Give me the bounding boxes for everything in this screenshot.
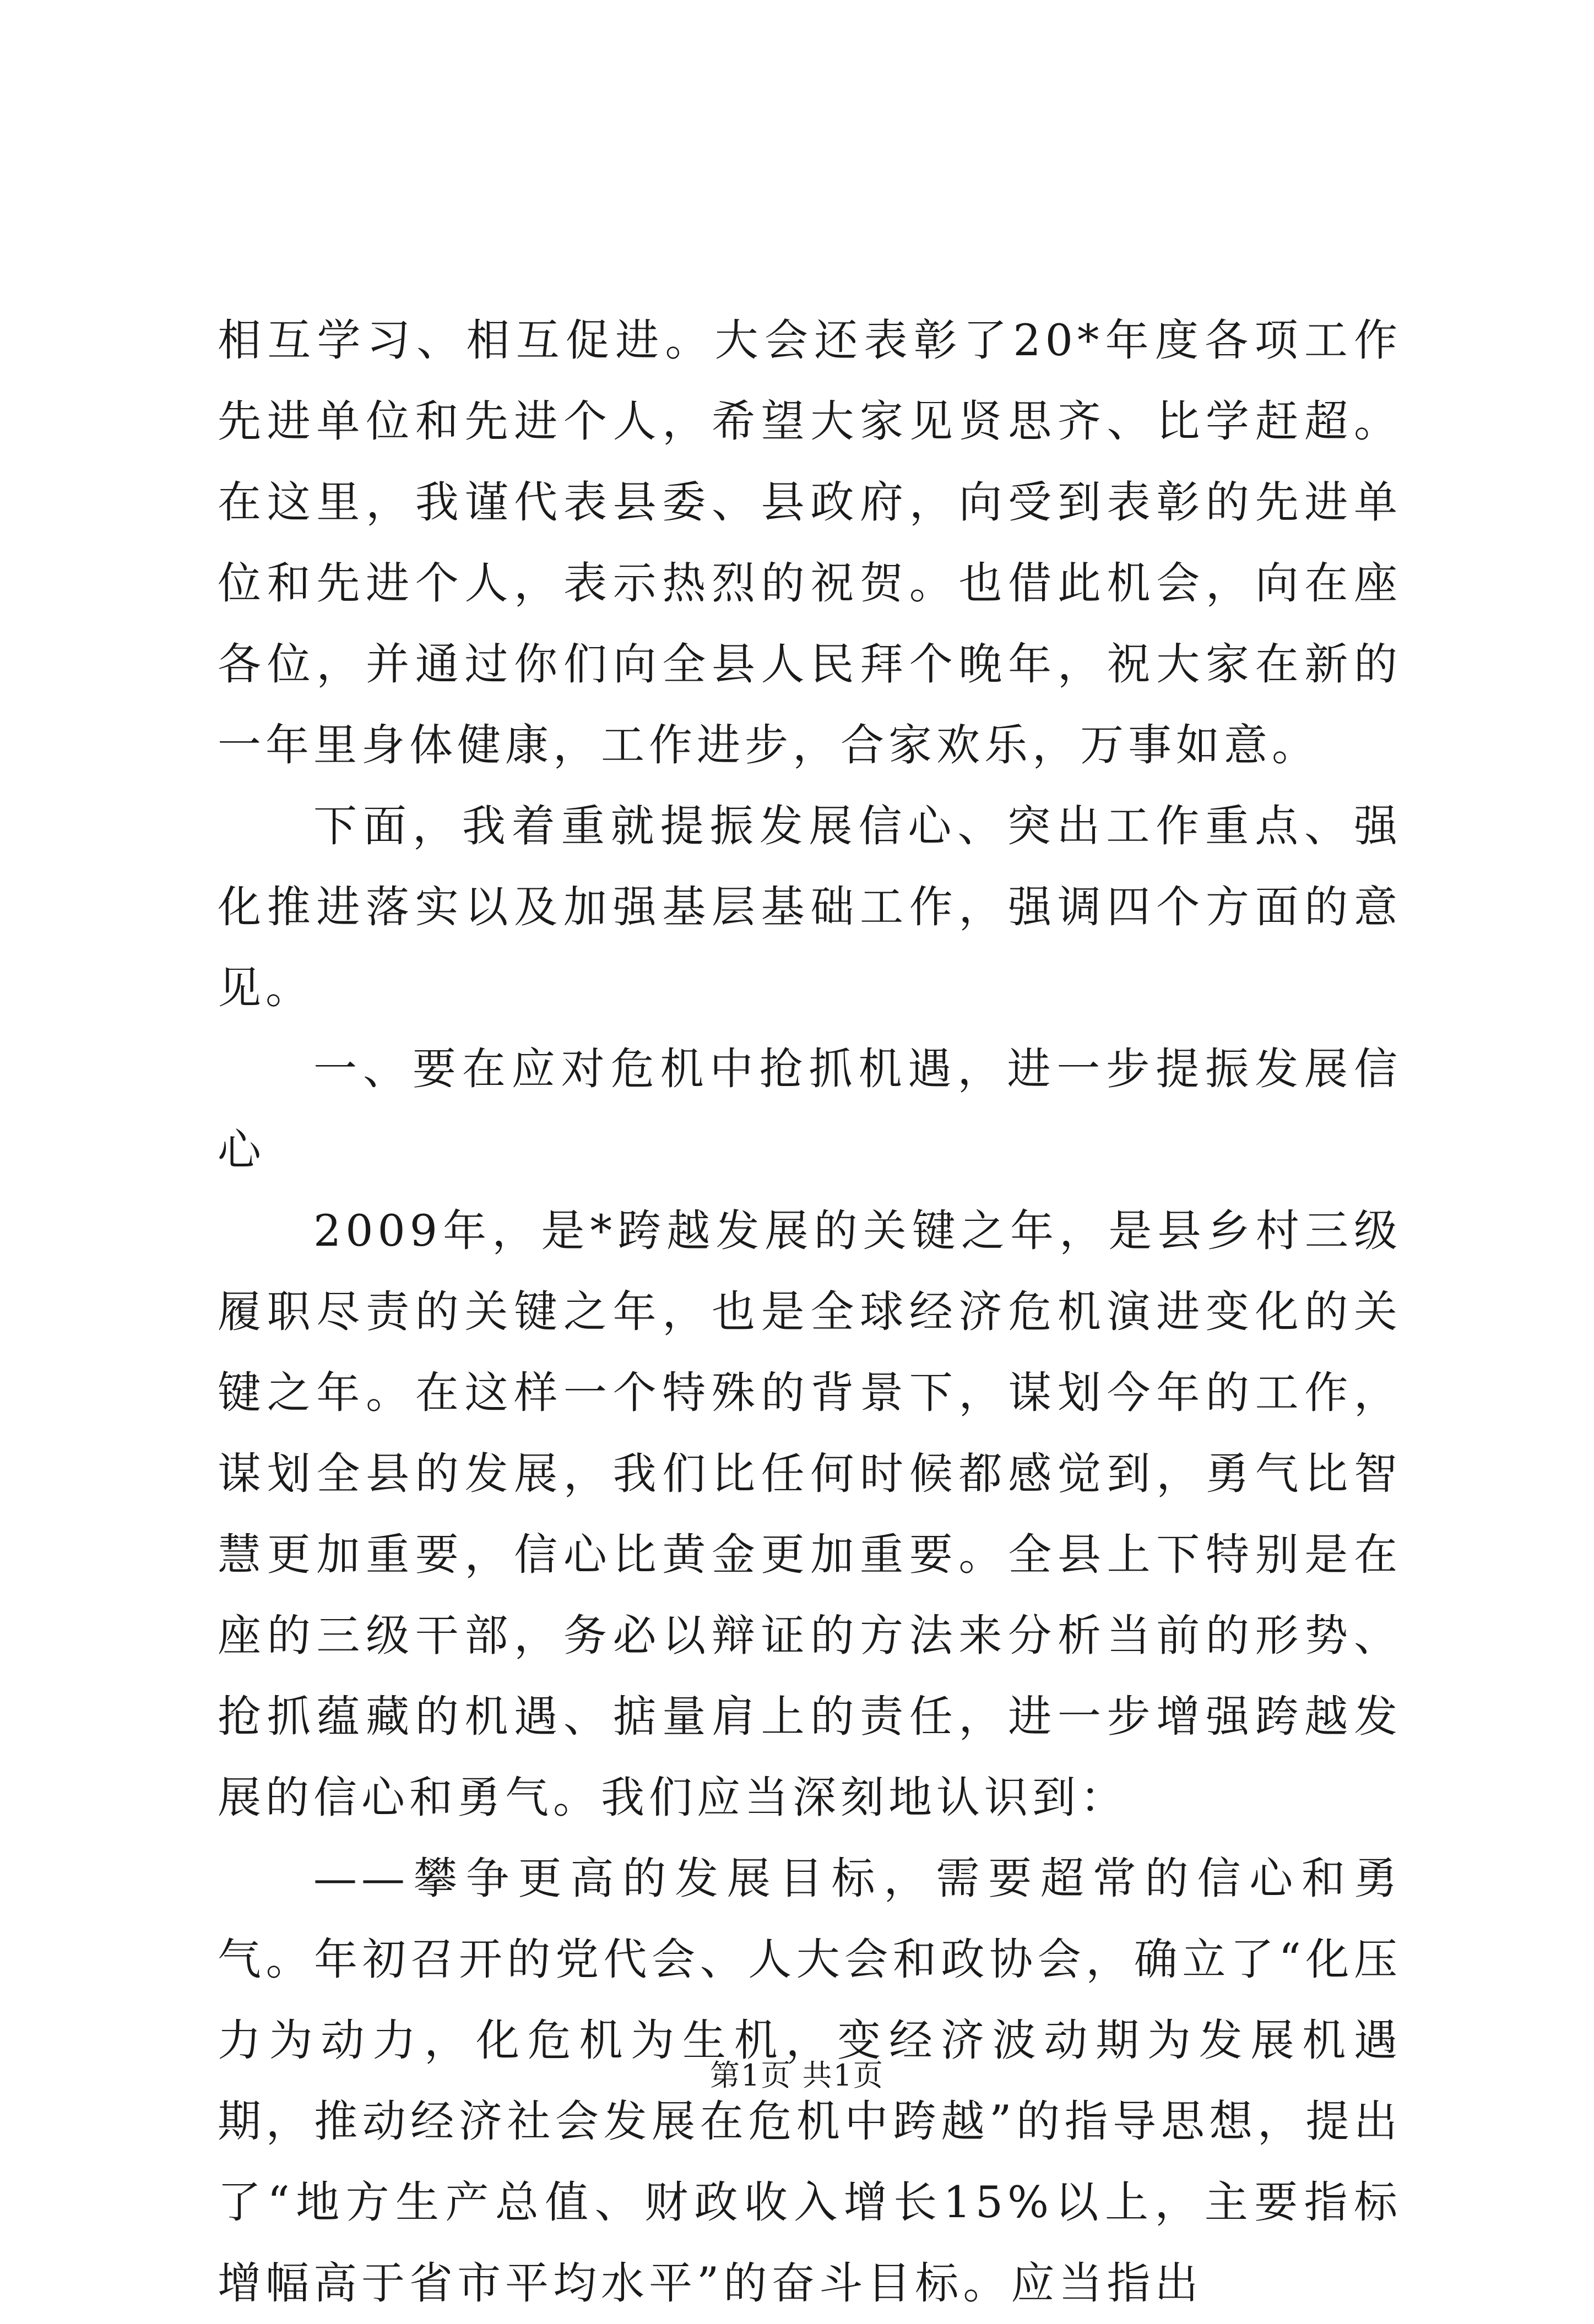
document-body bbox=[218, 300, 1402, 2324]
paragraph-intro: 下面，我着重就提振发展信心、突出工作重点、强化推进落实以及加强基层基础工作，强调四个方面的意见。 bbox=[218, 801, 1402, 1013]
paragraph-goal: ——攀争更高的发展目标，需要超常的信心和勇气。年初召开的党代会、人大会和政协会，确立了“化压力为动力，化危机为生机，变经济波动期为发展机遇期，推动经济社会发展在危机中跨越”的指导思想，提出了“地方生产总值、财政收入增长15%以上，主要指标增幅高于省市平均水平”的奋斗目标。应当指出 bbox=[218, 1853, 1402, 2309]
page-footer: 第1页 共1页 bbox=[710, 2058, 884, 2093]
paragraph-continuation: 相互学习、相互促进。大会还表彰了20*年度各项工作先进单位和先进个人，希望大家见贤思齐、比学赶超。在这里，我谨代表县委、县政府，向受到表彰的先进单位和先进个人，表示热烈的祝贺。也借此机会，向在座各位，并通过你们向全县人民拜个晚年，祝大家在新的一年里身体健康，工作进步，合家欢乐，万事如意。 bbox=[218, 315, 1402, 770]
section-heading: 一、要在应对危机中抢抓机遇，进一步提振发展信心 bbox=[218, 1044, 1402, 1175]
paragraph-section-1: 2009年，是*跨越发展的关键之年，是县乡村三级履职尽责的关键之年，也是全球经济危机演进变化的关键之年。在这样一个特殊的背景下，谋划今年的工作，谋划全县的发展，我们比任何时候都感觉到，勇气比智慧更加重要，信心比黄金更加重要。全县上下特别是在座的三级干部，务必以辩证的方法来分析当前的形势、抢抓蕴藏的机遇、掂量肩上的责任，进一步增强跨越发展的信心和勇气。我们应当深刻地认识到： bbox=[218, 1206, 1402, 1823]
